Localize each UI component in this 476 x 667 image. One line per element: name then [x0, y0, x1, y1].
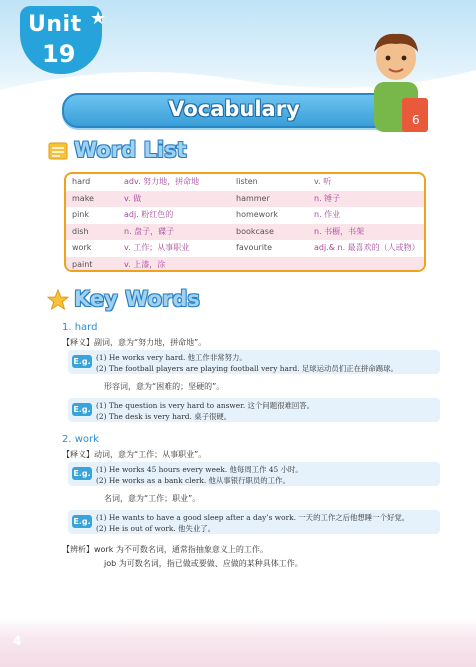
table-row [66, 240, 424, 257]
notepad-icon [48, 142, 68, 160]
meaning: v. 做 [124, 193, 142, 203]
eg-badge: E.g. [73, 469, 91, 478]
word: bookcase [236, 226, 274, 236]
page-title: Vocabulary [168, 97, 300, 121]
example-sentence: (2) He works as a bank clerk. 他从事银行职员的工作。 [96, 476, 290, 485]
table-row [66, 257, 424, 273]
word: dish [72, 226, 89, 236]
table-row [66, 207, 424, 224]
example-sentence: (1) The question is very hard to answer. 这个问题很难回答。 [96, 401, 315, 410]
unit-number: 19 [42, 40, 76, 68]
word: make [72, 193, 94, 203]
boy-illustration [360, 28, 432, 132]
analysis-job: job 为可数名词，指已做或要做、应做的某种具体工作。 [104, 559, 303, 568]
meaning: n. 盘子，碟子 [124, 226, 175, 236]
example-box [68, 350, 440, 374]
word: hard [72, 177, 91, 186]
vocabulary-banner [62, 93, 406, 128]
star-icon: ★ [90, 8, 107, 29]
definition-hard: 【释义】副词，意为“努力地，拼命地”。 [62, 338, 207, 347]
word: paint [72, 259, 93, 269]
meaning: v. 工作；从事职业 [124, 243, 190, 252]
example-sentence: (1) He works very hard. 他工作非常努力。 [96, 353, 247, 362]
example-sentence: (1) He wants to have a good sleep after a day’s work. 一天的工作之后他想睡一个好觉。 [96, 513, 410, 522]
footer-background [0, 618, 476, 667]
definition-work: 【释义】动词，意为“工作；从事职业”。 [62, 450, 207, 459]
meaning: n. 作业 [314, 210, 341, 219]
example-sentence: (2) He is out of work. 他失业了。 [96, 524, 215, 533]
example-box [68, 462, 440, 486]
meaning: n. 书橱，书架 [314, 226, 365, 236]
example-sentence: (2) The desk is very hard. 桌子很硬。 [96, 412, 232, 421]
eg-badge: E.g. [73, 405, 91, 414]
table-row [66, 191, 424, 208]
eg-badge: E.g. [73, 357, 91, 366]
page-number: 4 [13, 634, 22, 648]
meaning: adj.& n. 最喜欢的（人或物） [314, 243, 420, 252]
word: homework [236, 210, 279, 219]
meaning: adj. 粉红色的 [124, 210, 174, 219]
eg-badge: E.g. [73, 517, 91, 526]
meaning: v. 上漆，涂 [124, 259, 166, 269]
table-row [66, 224, 424, 241]
keyword-heading-work: 2. work [62, 434, 99, 445]
word: favourite [236, 243, 272, 252]
word: pink [72, 210, 90, 219]
unit-label: Unit [28, 12, 82, 37]
meaning: adv. 努力地，拼命地 [124, 177, 200, 186]
example-box [68, 510, 440, 534]
example-sentence: (2) The football players are playing football very hard. 足球运动员们正在拼命踢球。 [96, 364, 398, 373]
meaning: v. 听 [314, 177, 332, 186]
analysis-work: 【辨析】work 为不可数名词，通常指抽象意义上的工作。 [62, 545, 268, 554]
keyword-heading-hard: 1. hard [62, 322, 98, 333]
star-icon [47, 289, 69, 311]
example-box [68, 398, 440, 422]
definition-hard-adj: 形容词，意为“困难的；坚硬的”。 [104, 382, 225, 391]
word: work [72, 243, 92, 252]
word-list-title: Word List [74, 138, 187, 162]
word: listen [236, 177, 258, 186]
meaning: n. 锤子 [314, 193, 341, 203]
example-sentence: (1) He works 45 hours every week. 他每周工作 45 小时。 [96, 465, 303, 474]
key-words-title: Key Words [74, 287, 200, 311]
shirt-number: 6 [412, 113, 420, 127]
word: hammer [236, 193, 270, 203]
word-list-table [64, 172, 426, 272]
definition-work-noun: 名词，意为“工作；职业”。 [104, 494, 201, 503]
table-row [66, 174, 424, 191]
